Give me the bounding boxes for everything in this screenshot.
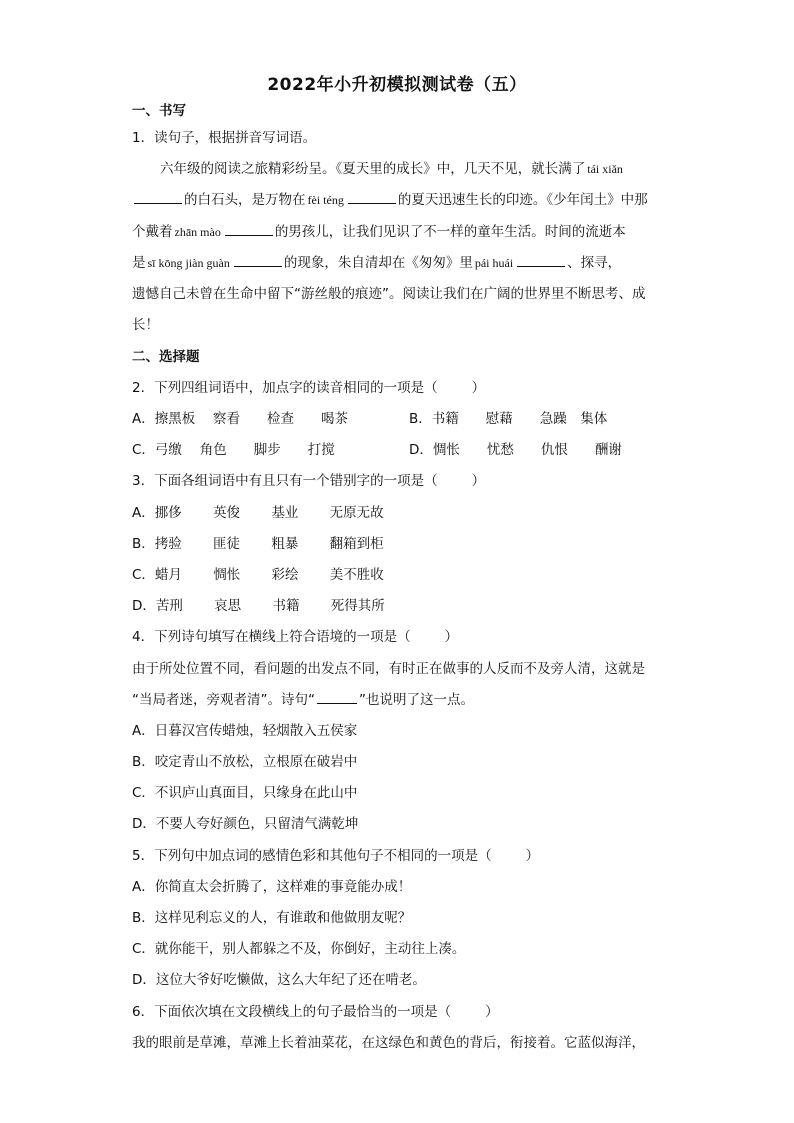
- paren-close: ）: [525, 848, 540, 864]
- answer-blank-2[interactable]: [348, 191, 396, 204]
- q5-option-a[interactable]: A．你简直太会折腾了，这样难的事竟能办成！: [132, 879, 412, 895]
- q1-text: 的男孩儿，让我们见识了不一样的童年生活。时间的流逝本: [274, 224, 626, 240]
- q3-option-b[interactable]: B．拷验 匪徒 粗暴 翻箱到柜: [132, 536, 384, 552]
- q1-stem: 1．读句子，根据拼音写词语。: [132, 130, 317, 146]
- paren-close: ）: [471, 380, 486, 396]
- section-heading-choice: 二、选择题: [132, 349, 200, 365]
- answer-blank-q4[interactable]: [317, 691, 357, 704]
- q2-option-d[interactable]: D．惆怅 忧愁 仇恨 酬谢: [409, 442, 622, 458]
- q4-stem: [132, 627, 458, 647]
- q4-passage-line-2: [132, 690, 474, 710]
- q3-stem: [132, 471, 485, 491]
- q1-line-2: [132, 190, 648, 210]
- q1-text: 的夏天迅速生长的印迹。《少年闰土》中那: [397, 192, 648, 208]
- q1-text: 的白石头，是万物在: [184, 192, 306, 208]
- pinyin-paihuai: pái huái: [474, 256, 514, 270]
- q1-text: 是: [132, 255, 146, 271]
- q1-text: 个戴着: [132, 224, 173, 240]
- exam-title: 2022年小升初模拟测试卷（五）: [267, 75, 527, 95]
- q1-text: 、探寻，: [567, 255, 622, 271]
- q4-text: ”也说明了这一点。: [358, 692, 474, 708]
- paren-close: ）: [444, 629, 459, 645]
- q5-stem: [132, 846, 539, 866]
- pinyin-feiteng: fèi téng: [307, 193, 344, 207]
- q5-option-c[interactable]: C．就你能干，别人都躲之不及，你倒好，主动往上凑。: [132, 941, 466, 957]
- q6-stem: [132, 1002, 499, 1022]
- q1-line-1: [160, 159, 625, 179]
- paren-close: ）: [471, 473, 486, 489]
- q2-stem-text: 2．下列四组词语中，加点字的读音相同的一项是（: [132, 380, 438, 396]
- q4-option-c[interactable]: C．不识庐山真面目，只缘身在此山中: [132, 785, 358, 801]
- q4-text: “当局者迷，旁观者清”。诗句“: [132, 692, 315, 708]
- answer-blank-3[interactable]: [225, 223, 273, 236]
- answer-blank-1[interactable]: [134, 191, 182, 204]
- q5-option-b[interactable]: B．这样见利忘义的人，有谁敢和他做朋友呢？: [132, 910, 412, 926]
- answer-blank-4[interactable]: [234, 254, 282, 267]
- q6-passage-line-1: 我的眼前是草滩，草滩上长着油菜花，在这绿色和黄色的背后，衔接着。它蓝似海洋，: [132, 1035, 645, 1051]
- q1-line-5: 遗憾自己未曾在生命中留下“游丝般的痕迹”。阅读让我们在广阔的世界里不断思考、成: [132, 286, 646, 302]
- pinyin-taixian: tái xiǎn: [587, 162, 623, 176]
- section-heading-writing: 一、书写: [132, 103, 186, 119]
- q2-option-c[interactable]: C．弓缴 角色 脚步 打搅: [132, 442, 335, 458]
- q4-stem-text: 4．下列诗句填写在横线上符合语境的一项是（: [132, 629, 411, 645]
- q2-option-a[interactable]: A．擦黑板 察看 检查 喝茶: [132, 411, 349, 427]
- pinyin-zhanmao: zhān mào: [174, 225, 221, 239]
- q4-option-a[interactable]: A．日暮汉宫传蜡烛，轻烟散入五侯家: [132, 723, 358, 739]
- q3-option-a[interactable]: A．挪侈 英俊 基业 无原无故: [132, 505, 384, 521]
- q1-text: 六年级的阅读之旅精彩纷呈。《夏天里的成长》中，几天不见，就长满了: [160, 161, 586, 177]
- q3-option-c[interactable]: C．蜡月 惆怅 彩绘 美不胜收: [132, 567, 384, 583]
- q3-option-d[interactable]: D．苦刑 哀思 书籍 死得其所: [132, 598, 385, 614]
- answer-blank-5[interactable]: [517, 254, 565, 267]
- q5-option-d[interactable]: D．这位大爷好吃懒做，这么大年纪了还在啃老。: [132, 972, 426, 988]
- q5-stem-text: 5．下列句中加点词的感情色彩和其他句子不相同的一项是（: [132, 848, 492, 864]
- q1-line-4: [132, 253, 621, 273]
- q1-line-3: [132, 222, 626, 242]
- q2-stem: [132, 378, 485, 398]
- q6-stem-text: 6．下面依次填在文段横线上的句子最恰当的一项是（: [132, 1004, 452, 1020]
- q2-option-b[interactable]: B．书籍 慰藉 急躁 集体: [409, 411, 608, 427]
- q4-option-d[interactable]: D．不要人夸好颜色，只留清气满乾坤: [132, 816, 359, 832]
- q4-option-b[interactable]: B．咬定青山不放松，立根原在破岩中: [132, 754, 358, 770]
- q1-text: 的现象，朱自清却在《匆匆》里: [283, 255, 473, 271]
- paren-close: ）: [485, 1004, 499, 1020]
- pinyin-sikongjianguan: sī kōng jiàn guàn: [147, 256, 230, 270]
- q1-line-6: 长！: [132, 317, 159, 333]
- q3-stem-text: 3．下面各组词语中有且只有一个错别字的一项是（: [132, 473, 438, 489]
- q4-passage-line-1: 由于所处位置不同，看问题的出发点不同，有时正在做事的人反而不及旁人清，这就是: [132, 661, 645, 677]
